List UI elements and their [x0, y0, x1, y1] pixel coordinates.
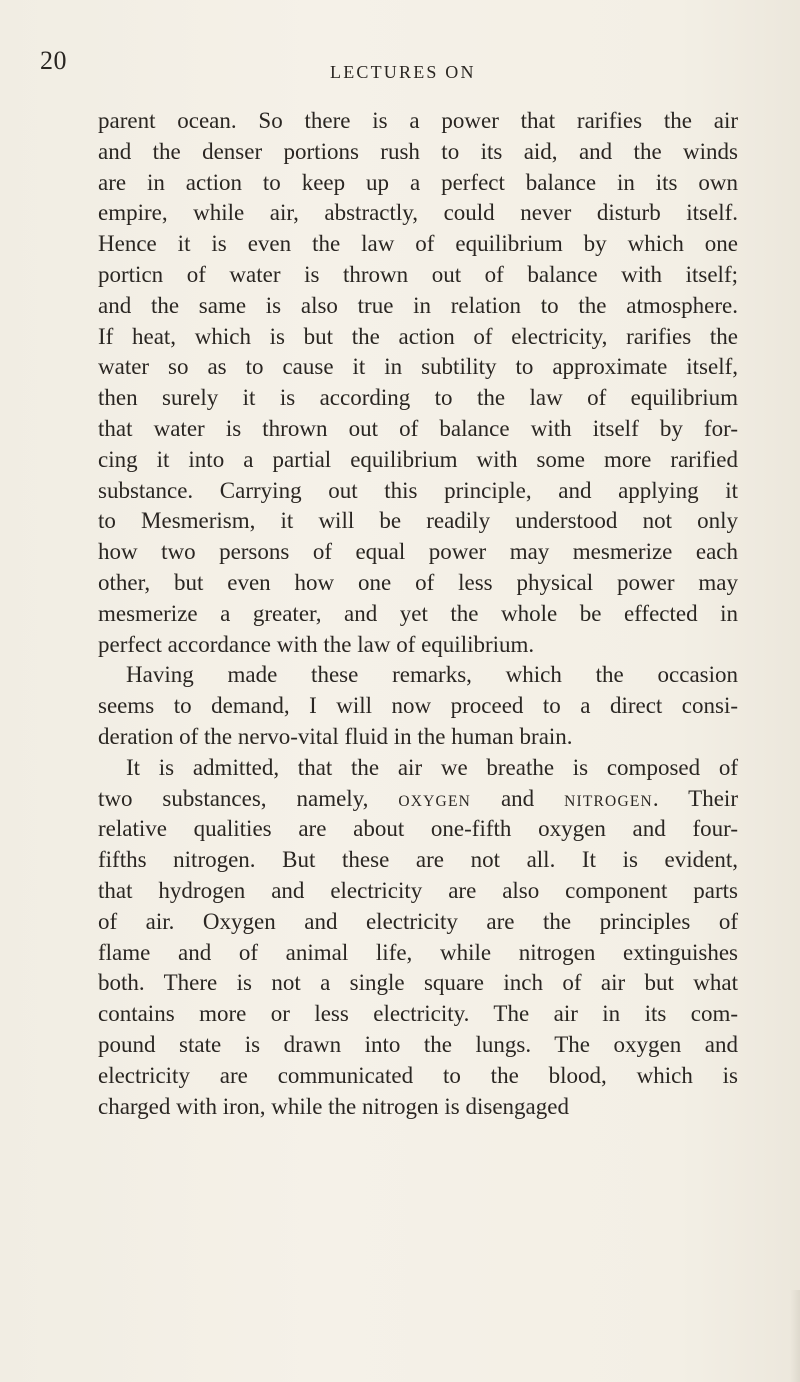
page-edge-shadow: [790, 1290, 800, 1382]
text-segment: . Their: [652, 785, 738, 811]
text-line-17: mesmerize a greater, and yet the whole be effected in: [98, 600, 738, 626]
small-caps-nitrogen: NITROGEN: [564, 792, 653, 810]
text-line-12: cing it into a partial equilibrium with some more rarified: [98, 446, 738, 472]
text-line-11: that water is thrown out of balance with itself by for-: [98, 415, 738, 441]
body-text: [98, 106, 738, 1122]
text-line-2: and the denser portions rush to its aid, and the winds: [98, 138, 738, 164]
text-line-13: substance. Carrying out this principle, and applying it: [98, 477, 738, 503]
text-line-14: to Mesmerism, it will be readily understood not only: [98, 508, 738, 534]
text-line-9: water so as to cause it in subtility to approximate itself,: [98, 354, 738, 380]
text-line-25: fifths nitrogen. But these are not all. It is evident,: [98, 847, 738, 873]
text-line-28: flame and of animal life, while nitrogen extinguishes: [98, 939, 738, 965]
text-line-6: porticn of water is thrown out of balance with itself;: [98, 261, 738, 287]
text-line-24: relative qualities are about one-fifth oxygen and four-: [98, 816, 738, 842]
text-line-4: empire, while air, abstractly, could never disturb itself.: [98, 200, 738, 226]
text-segment: and: [471, 785, 565, 811]
text-line-30: contains more or less electricity. The air in its com-: [98, 1001, 738, 1027]
text-line-16: other, but even how one of less physical power may: [98, 569, 738, 595]
text-line-26: that hydrogen and electricity are also component parts: [98, 877, 738, 903]
text-line-3: are in action to keep up a perfect balance in its own: [98, 169, 738, 195]
text-line-10: then surely it is according to the law of equilibrium: [98, 385, 738, 411]
text-line-18: perfect accordance with the law of equilibrium.: [98, 631, 535, 657]
text-line-5: Hence it is even the law of equilibrium by which one: [98, 231, 738, 257]
running-head: LECTURES ON: [330, 62, 476, 82]
text-line-29: both. There is not a single square inch of air but what: [98, 970, 738, 996]
text-line-22: It is admitted, that the air we breathe is composed of: [126, 754, 738, 780]
text-line-33: charged with iron, while the nitrogen is disengaged: [98, 1093, 569, 1119]
text-line-32: electricity are communicated to the blood, which is: [98, 1062, 738, 1088]
text-line-31: pound state is drawn into the lungs. The oxygen and: [98, 1031, 738, 1057]
small-caps-oxygen: OXYGEN: [398, 792, 472, 810]
text-line-23: [98, 784, 738, 815]
text-line-27: of air. Oxygen and electricity are the principles of: [98, 908, 738, 934]
text-line-15: how two persons of equal power may mesmerize each: [98, 539, 738, 565]
text-line-20: seems to demand, I will now proceed to a direct consi-: [98, 693, 738, 719]
text-line-7: and the same is also true in relation to the atmosphere.: [98, 292, 738, 318]
text-line-21: deration of the nervo-vital fluid in the human brain.: [98, 723, 573, 749]
text-line-8: If heat, which is but the action of electricity, rarifies the: [98, 323, 738, 349]
text-line-19: Having made these remarks, which the occasion: [126, 662, 738, 688]
text-line-1: parent ocean. So there is a power that rarifies the air: [98, 108, 738, 133]
page-number: 20: [40, 46, 67, 75]
text-segment: two substances, namely,: [98, 785, 399, 811]
